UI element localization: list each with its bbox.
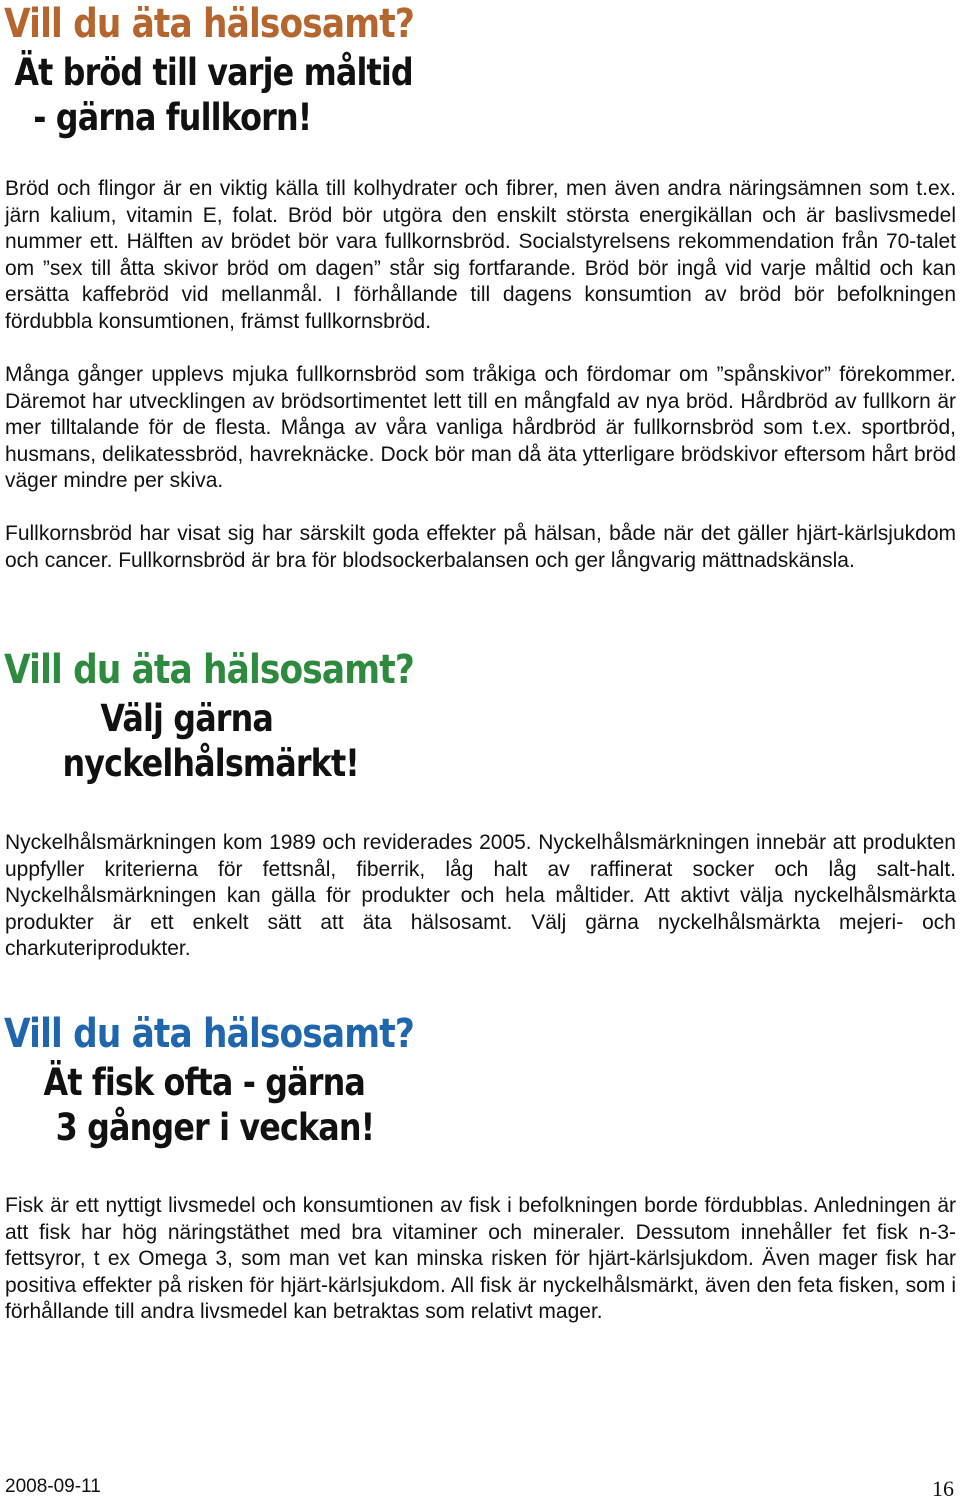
heading-line: - gärna fullkorn! xyxy=(33,96,312,139)
heading-line: Ät fisk ofta - gärna xyxy=(43,1061,366,1104)
heading-line: 3 gånger i veckan! xyxy=(55,1106,375,1149)
footer-date: 2008-09-11 xyxy=(5,1476,101,1497)
heading-question: Vill du äta hälsosamt? xyxy=(4,1,414,47)
keyhole-heading-graphic xyxy=(4,647,414,785)
paragraph-bread-health: Fullkornsbröd har visat sig har särskilt goda effekter på hälsan, både när det gäller hjärt-kärlsjukdom och cancer. Fullkornsbröd är bra för blodsockerbalansen och ger långvarig mättnadskänsla. xyxy=(5,522,956,572)
bread-heading-graphic xyxy=(4,1,414,139)
paragraph-bread-types: Många gånger upplevs mjuka fullkornsbröd som tråkiga och fördomar om ”spånskivor” förekommer. Däremot har utvecklingen av brödsortimentet lett till en mångfald av nya bröd. Hårdbröd av fullkorn är mer tilltalande för de flesta. Många av våra vanliga hårdbröd är fullkornsbröd som t.ex. sportbröd, husmans, delikatessbröd, havreknäcke. Dock bör man då äta ytterligare brödskivor eftersom hårt bröd väger mindre per skiva. xyxy=(5,363,956,492)
paragraph-fish: Fisk är ett nyttigt livsmedel och konsumtionen av fisk i befolkningen borde fördubblas. Anledningen är att fisk har hög näringstäthet med bra vitaminer och mineraler. Dessutom innehåller fet fisk n-3-fettsyror, t ex Omega 3, som man vet kan minska risken för hjärt-kärlsjukdom. Även mager fisk har positiva effekter på risken för hjärt-kärlsjukdom. All fisk är nyckelhålsmärkt, även den feta fisken, som i förhållande till andra livsmedel kan betraktas som relativt mager. xyxy=(5,1194,956,1323)
heading-line: Välj gärna xyxy=(100,697,274,740)
heading-question: Vill du äta hälsosamt? xyxy=(4,647,414,693)
fish-heading-graphic xyxy=(4,1011,414,1149)
paragraph-keyhole: Nyckelhålsmärkningen kom 1989 och reviderades 2005. Nyckelhålsmärkningen innebär att produkten uppfyller kriterierna för fettsnål, fiberrik, låg halt av raffinerat socker och låg salt-halt. Nyckelhålsmärkningen kan gälla för produkter och hela måltider. Att aktivt välja nyckelhålsmärkta produkter är ett enkelt sätt att äta hälsosamt. Välj gärna nyckelhålsmärkta mejeri- och charkuteriprodukter. xyxy=(5,831,956,960)
heading-line: nyckelhålsmärkt! xyxy=(62,742,359,785)
heading-line: Ät bröd till varje måltid xyxy=(14,51,413,94)
heading-question: Vill du äta hälsosamt? xyxy=(4,1011,414,1057)
paragraph-bread-intro: Bröd och flingor är en viktig källa till kolhydrater och fibrer, men även andra näringsämnen som t.ex. järn kalium, vitamin E, folat. Bröd bör utgöra den enskilt största energikällan och är baslivsmedel nummer ett. Hälften av brödet bör vara fullkornsbröd. Socialstyrelsens rekommendation från 70-talet om ”sex till åtta skivor bröd om dagen” står sig fortfarande. Bröd bör ingå vid varje måltid och kan ersätta kaffebröd vid mellanmål. I förhållande till dagens konsumtion av bröd bör befolkningen fördubbla konsumtionen, främst fullkornsbröd. xyxy=(5,177,956,333)
page-number: 16 xyxy=(932,1476,954,1501)
